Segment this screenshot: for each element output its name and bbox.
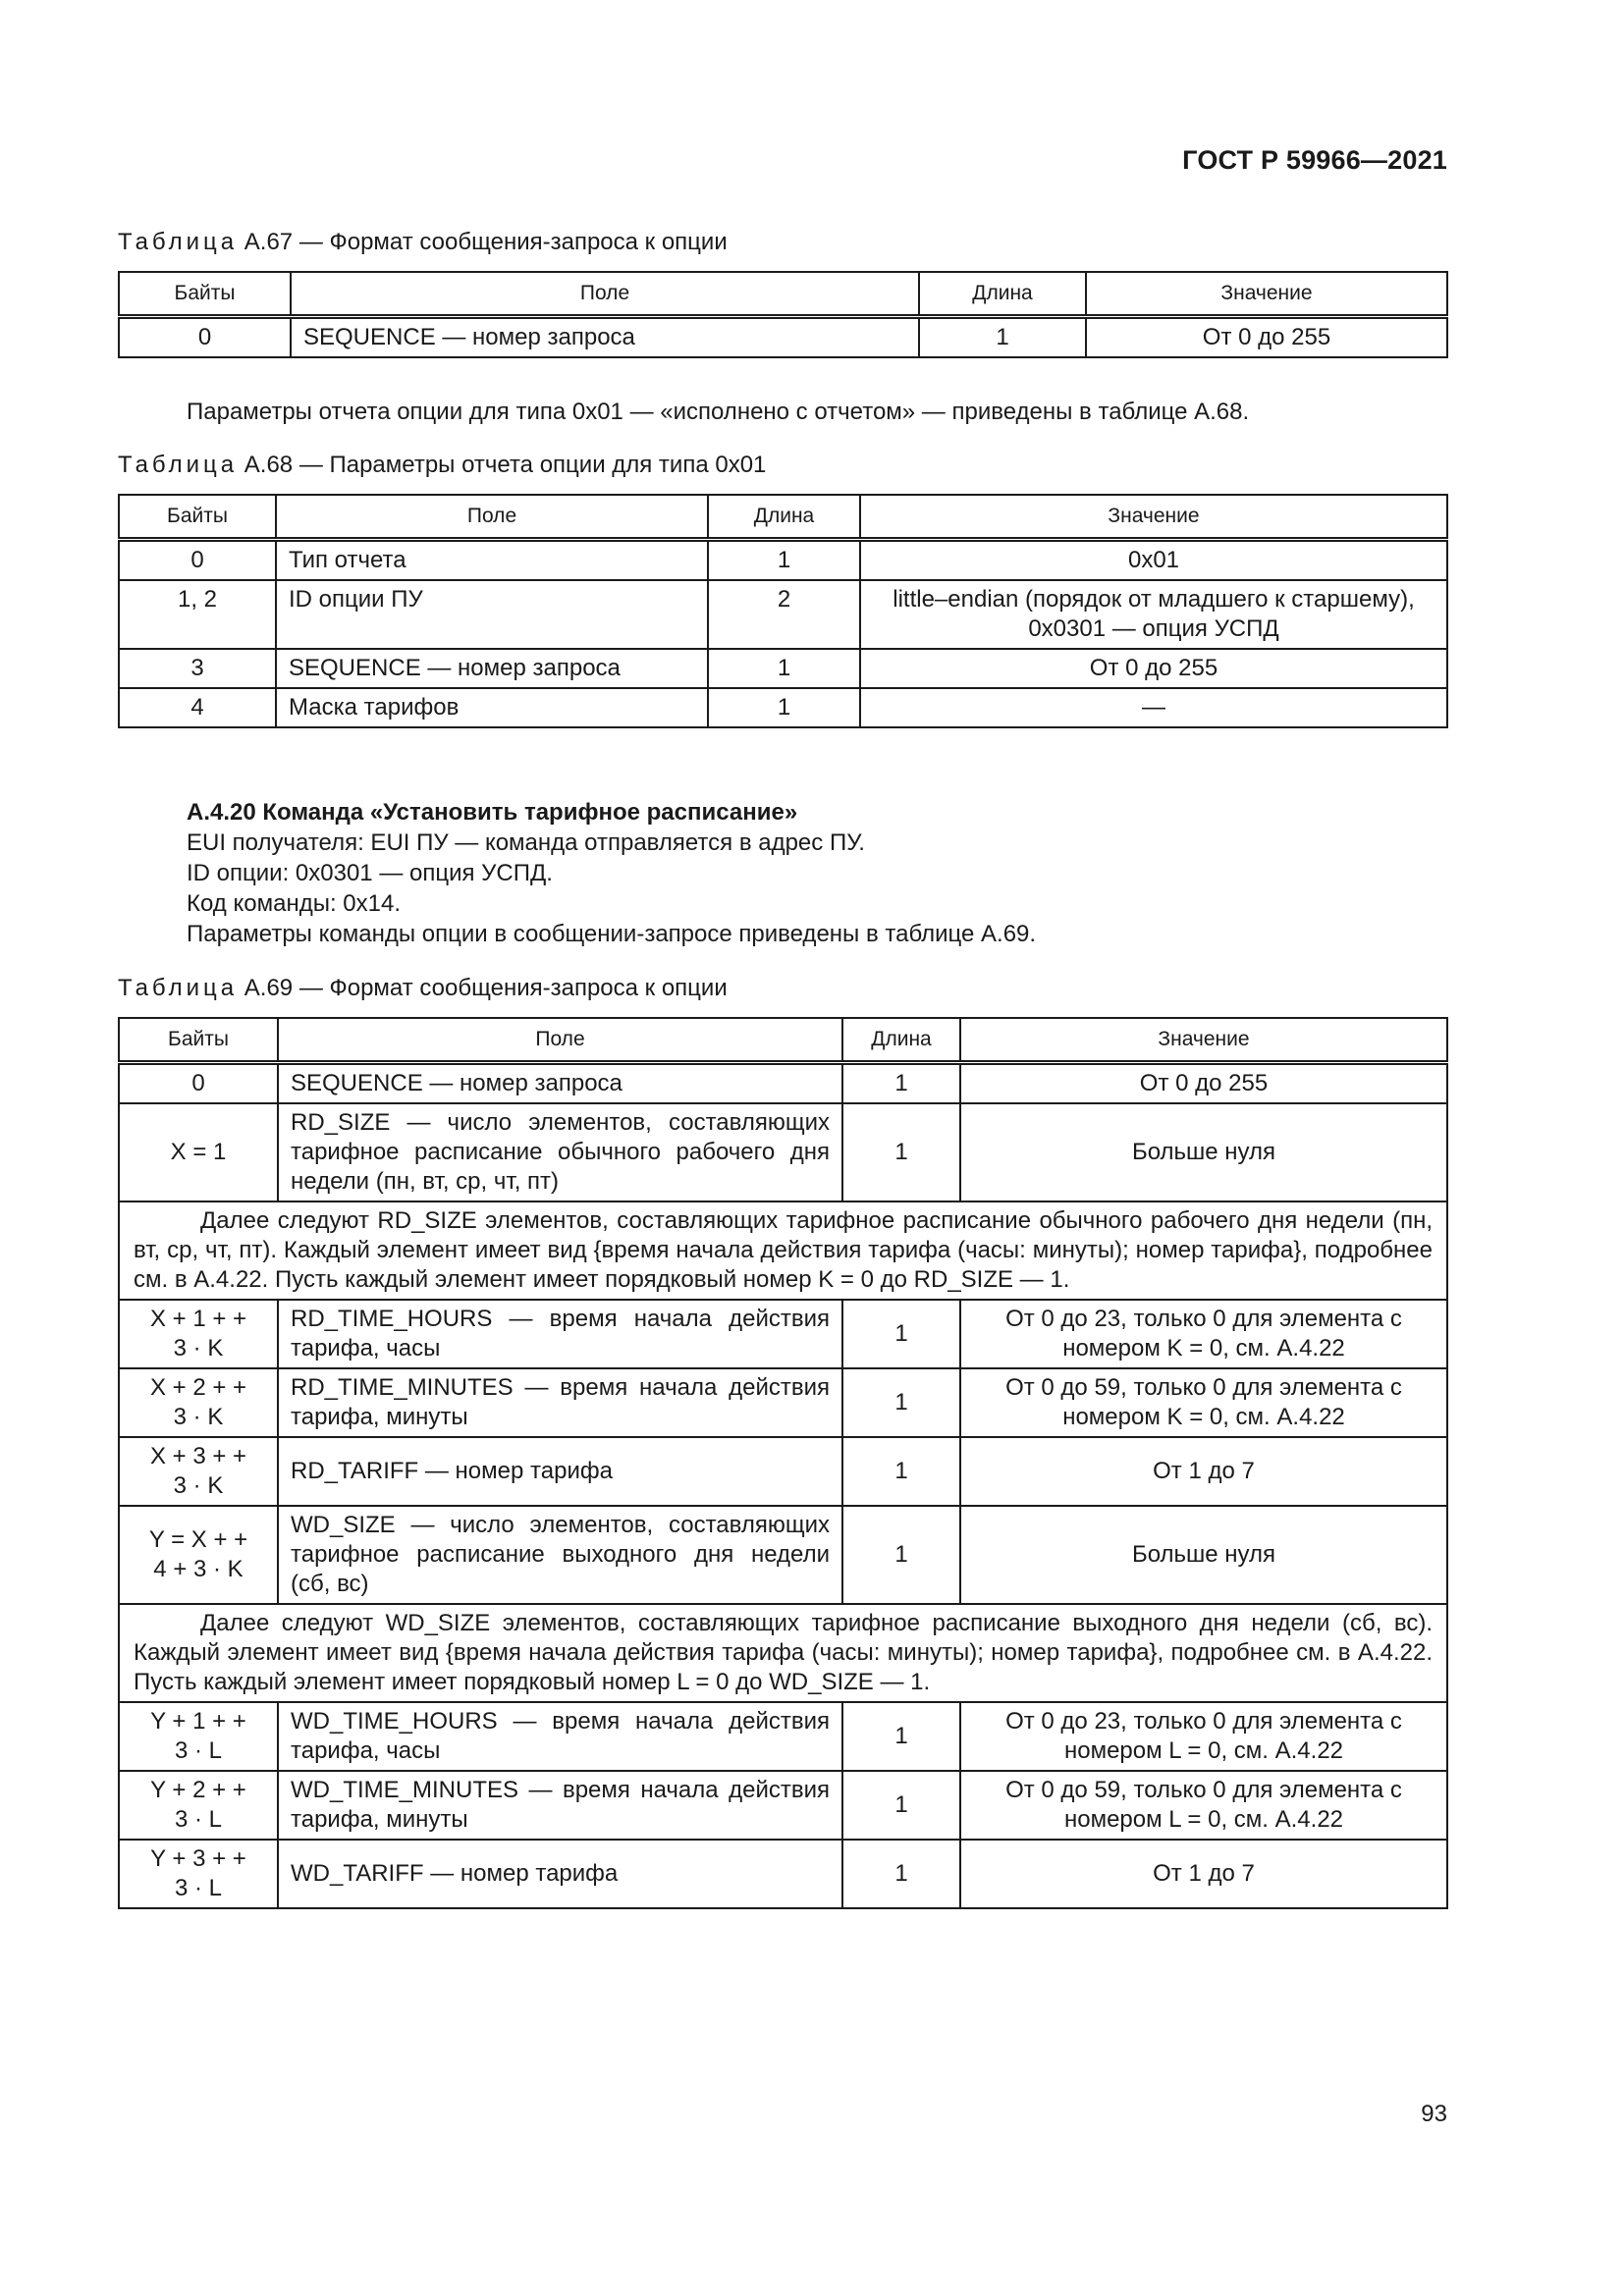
table-note-row <box>119 1604 1447 1702</box>
table-note-text: Далее следуют RD_SIZE элементов, составляющих тарифное расписание обычного рабочего дня недели (пн, вт, ср, чт, пт). Каждый элемент имеет вид {время начала действия тарифа (часы: минуты); номер тарифа}, подробнее см. в А.4.22. Пусть каждый элемент имеет порядковый номер K = 0 до RD_SIZE — 1. <box>134 1207 1433 1293</box>
table-cell: 1 <box>842 1506 960 1604</box>
table-cell: RD_TARIFF — номер тарифа <box>278 1437 842 1506</box>
table-cell: 1 <box>919 317 1086 358</box>
table-row <box>119 649 1447 688</box>
section-title: А.4.20 Команда «Установить тарифное расписание» <box>187 799 798 826</box>
table-row <box>119 317 1447 358</box>
table-cell: От 0 до 59, только 0 для элемента с номером L = 0, см. А.4.22 <box>960 1771 1447 1840</box>
table-row <box>119 540 1447 581</box>
table-cell: SEQUENCE — номер запроса <box>291 317 919 358</box>
table-row <box>119 1063 1447 1104</box>
table-cell: WD_TIME_MINUTES — время начала действия тарифа, минуты <box>278 1771 842 1840</box>
table-cell: 1, 2 <box>119 580 276 649</box>
table-header-row <box>119 495 1447 540</box>
table-row <box>119 1300 1447 1368</box>
column-header: Байты <box>119 495 276 540</box>
table-cell: От 0 до 255 <box>860 649 1447 688</box>
table-cell: SEQUENCE — номер запроса <box>278 1063 842 1104</box>
table-cell: От 0 до 23, только 0 для элемента с номером K = 0, см. А.4.22 <box>960 1300 1447 1368</box>
table-cell: 1 <box>842 1771 960 1840</box>
table-caption-text: А.68 — Параметры отчета опции для типа 0x01 <box>238 452 767 478</box>
column-header: Байты <box>119 272 291 317</box>
table-note <box>119 1604 1447 1702</box>
table-cell: От 0 до 255 <box>1086 317 1447 358</box>
table-cell: 0 <box>119 317 291 358</box>
table-cell: Y + 2 + + 3 · L <box>119 1771 278 1840</box>
column-header: Значение <box>1086 272 1447 317</box>
table-cell: RD_TIME_MINUTES — время начала действия тарифа, минуты <box>278 1368 842 1437</box>
table-caption-prefix: Таблица <box>118 452 239 478</box>
table-cell: Y + 1 + + 3 · L <box>119 1702 278 1771</box>
table-row <box>119 1840 1447 1908</box>
table-cell: — <box>860 688 1447 727</box>
table-caption-text: А.67 — Формат сообщения-запроса к опции <box>238 229 728 255</box>
table-cell: ID опции ПУ <box>276 580 708 649</box>
table-cell: 1 <box>842 1840 960 1908</box>
table-cell: 1 <box>842 1063 960 1104</box>
table-note <box>119 1201 1447 1300</box>
table-cell: Больше нуля <box>960 1506 1447 1604</box>
table-a69-caption <box>118 975 728 1002</box>
table-cell: SEQUENCE — номер запроса <box>276 649 708 688</box>
table-row <box>119 1771 1447 1840</box>
table-note-row <box>119 1201 1447 1300</box>
table-cell: X = 1 <box>119 1103 278 1201</box>
table-cell: WD_TIME_HOURS — время начала действия тарифа, часы <box>278 1702 842 1771</box>
table-note-text: Далее следуют WD_SIZE элементов, составляющих тарифное расписание выходного дня недели (сб, вс). Каждый элемент имеет вид {время начала действия тарифа (часы: минуты); номер тарифа}, подробнее см. в А.4.22. Пусть каждый элемент имеет порядковый номер L = 0 до WD_SIZE — 1. <box>134 1610 1433 1695</box>
table-row <box>119 688 1447 727</box>
table-cell: От 1 до 7 <box>960 1437 1447 1506</box>
section-line: ID опции: 0x0301 — опция УСПД. <box>187 860 553 886</box>
table-cell: Y = X + + 4 + 3 · K <box>119 1506 278 1604</box>
table-cell: 1 <box>708 540 860 581</box>
table-cell: RD_SIZE — число элементов, составляющих тарифное расписание обычного рабочего дня недели (пн, вт, ср, чт, пт) <box>278 1103 842 1201</box>
table-caption-text: А.69 — Формат сообщения-запроса к опции <box>238 975 728 1001</box>
document-id-header: ГОСТ Р 59966—2021 <box>1182 145 1447 175</box>
column-header: Поле <box>278 1018 842 1063</box>
table-cell: little–endian (порядок от младшего к старшему), 0x0301 — опция УСПД <box>860 580 1447 649</box>
table-row <box>119 1702 1447 1771</box>
table-cell: От 0 до 59, только 0 для элемента с номером K = 0, см. А.4.22 <box>960 1368 1447 1437</box>
column-header: Поле <box>291 272 919 317</box>
column-header: Поле <box>276 495 708 540</box>
table-row <box>119 1506 1447 1604</box>
table-caption-prefix: Таблица <box>118 229 239 255</box>
table-cell: 1 <box>842 1702 960 1771</box>
section-line: Код команды: 0x14. <box>187 890 401 917</box>
table-cell: 1 <box>708 649 860 688</box>
table-cell: 0x01 <box>860 540 1447 581</box>
table-cell: 1 <box>708 688 860 727</box>
table-cell: X + 1 + + 3 · K <box>119 1300 278 1368</box>
table-cell: 1 <box>842 1103 960 1201</box>
table-cell: 1 <box>842 1437 960 1506</box>
column-header: Значение <box>960 1018 1447 1063</box>
table-row <box>119 580 1447 649</box>
table-row <box>119 1103 1447 1201</box>
column-header: Длина <box>708 495 860 540</box>
table-cell: От 1 до 7 <box>960 1840 1447 1908</box>
table-cell: 0 <box>119 540 276 581</box>
table-cell: 1 <box>842 1300 960 1368</box>
section-a420 <box>187 797 1036 949</box>
table-cell: 4 <box>119 688 276 727</box>
column-header: Байты <box>119 1018 278 1063</box>
column-header: Длина <box>842 1018 960 1063</box>
table-cell: 0 <box>119 1063 278 1104</box>
table-header-row <box>119 272 1447 317</box>
table-cell: 2 <box>708 580 860 649</box>
table-a67 <box>118 271 1448 358</box>
table-header-row <box>119 1018 1447 1063</box>
table-a67-caption <box>118 229 728 256</box>
column-header: Значение <box>860 495 1447 540</box>
table-caption-prefix: Таблица <box>118 975 239 1001</box>
table-cell: RD_TIME_HOURS — время начала действия тарифа, часы <box>278 1300 842 1368</box>
table-cell: WD_TARIFF — номер тарифа <box>278 1840 842 1908</box>
table-cell: 1 <box>842 1368 960 1437</box>
section-line: EUI получателя: EUI ПУ — команда отправляется в адрес ПУ. <box>187 829 865 856</box>
page-number: 93 <box>1421 2101 1447 2127</box>
table-a69 <box>118 1017 1448 1909</box>
table-cell: Тип отчета <box>276 540 708 581</box>
table-row <box>119 1437 1447 1506</box>
paragraph-a68-reference: Параметры отчета опции для типа 0x01 — «исполнено с отчетом» — приведены в таблице А.68. <box>187 399 1250 425</box>
column-header: Длина <box>919 272 1086 317</box>
table-cell: WD_SIZE — число элементов, составляющих тарифное расписание выходного дня недели (сб, вс) <box>278 1506 842 1604</box>
table-cell: От 0 до 23, только 0 для элемента с номером L = 0, см. А.4.22 <box>960 1702 1447 1771</box>
table-cell: X + 3 + + 3 · K <box>119 1437 278 1506</box>
table-cell: От 0 до 255 <box>960 1063 1447 1104</box>
table-cell: Маска тарифов <box>276 688 708 727</box>
table-cell: X + 2 + + 3 · K <box>119 1368 278 1437</box>
table-row <box>119 1368 1447 1437</box>
table-cell: Y + 3 + + 3 · L <box>119 1840 278 1908</box>
table-a68-caption <box>118 452 766 479</box>
table-cell: Больше нуля <box>960 1103 1447 1201</box>
table-cell: 3 <box>119 649 276 688</box>
section-line: Параметры команды опции в сообщении-запросе приведены в таблице А.69. <box>187 921 1037 947</box>
table-a68 <box>118 494 1448 728</box>
